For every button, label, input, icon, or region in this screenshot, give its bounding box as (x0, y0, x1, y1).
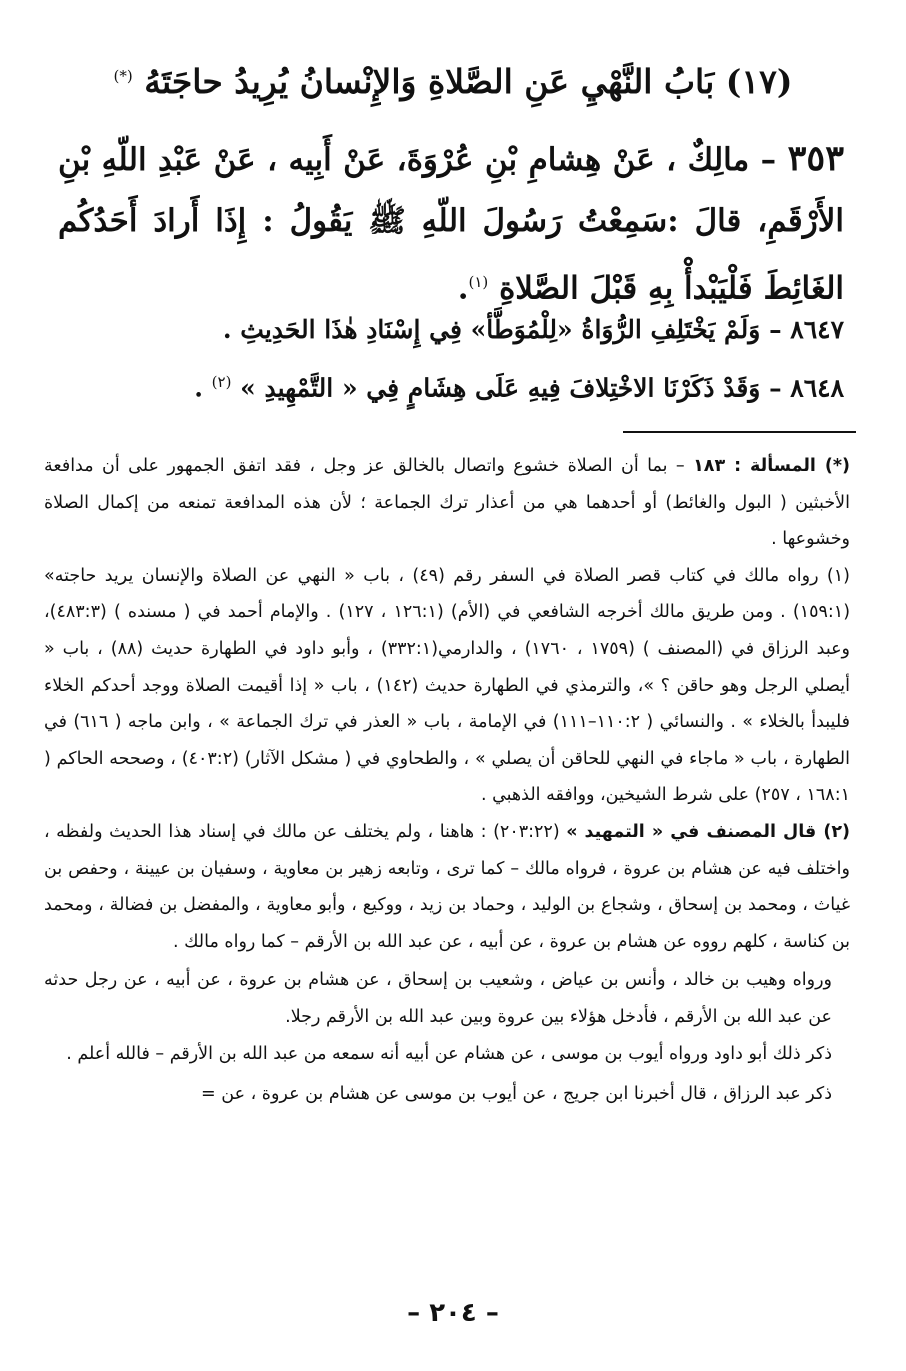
footnote-2 (44, 814, 850, 960)
footnote-star-label: (*) المسألة : ١٨٣ (693, 456, 850, 476)
chapter-footnote-marker: (*) (113, 67, 133, 85)
footnote-2-text: (٢٠٣:٢٢) : هاهنا ، ولم يختلف عن مالك في إسناد هذا الحديث ولفظه ، واختلف فيه عن هشام بن عروة ، فرواه مالك – كما ترى ، وتابعه زهير بن معاوية ، وسفيان بن عيينة ، وحفص بن غياث ، ومحمد بن إسحاق ، وشجاع بن الوليد ، وحماد بن زيد ، ووكيع ، وأبو معاوية ، والمفضل بن فضالة ، ومحمد بن كناسة ، كلهم رووه عن هشام بن عروة ، عن أبيه ، عن عبد الله بن الأرقم – كما رواه مالك . (44, 821, 850, 952)
chapter-title (40, 54, 866, 104)
page-number: – ٢٠٤ – (407, 1298, 499, 1328)
footnote-star-text: – بما أن الصلاة خشوع واتصال بالخالق عز وجل ، فقد اتفق الجمهور على أن مدافعة الأخبثين ( البول والغائط) أو أحدهما هي من أعذار ترك الجماعة ؛ لأن هذه المدافعة تمنعه من إكمال الصلاة وخشوعها . (44, 456, 850, 550)
hadith-footnote-ref: (١) (468, 273, 489, 291)
commentary-line-8647 (58, 312, 844, 348)
hadith-dash: – (760, 142, 777, 178)
footnote-1 (44, 558, 850, 814)
hadith-text: مالِكٌ ، عَنْ هِشامِ بْنِ عُرْوَةَ، عَنْ أَبِيه ، عَنْ عَبْدِ اللّهِ بْنِ الأَرْقَمِ، قالَ :سَمِعْتُ رَسُولَ اللّهِ ﷺ يَقُولُ : إِذَا أَرادَ أَحَدُكُم الغَائِطَ فَلْيَبْدأْ بِهِ قَبْلَ الصَّلاةِ (58, 142, 844, 307)
footnote-2-continuation-2: ذكر ذلك أبو داود ورواه أيوب بن موسى ، عن هشام عن أبيه أنه سمعه من عبد الله بن الأرقم – فالله أعلم . (66, 1043, 832, 1064)
footnote-2-continuation-1: ورواه وهيب بن خالد ، وأنس بن عياض ، وشعيب بن إسحاق ، عن هشام بن عروة ، عن أبيه ، عن رجل حدثه عن عبد الله بن الأرقم ، فأدخل هؤلاء بين عروة وبين عبد الله بن الأرقم رجلا. (44, 970, 832, 1027)
commentary-text: ٨٦٤٨ – وَقَدْ ذَكَرْنَا الاخْتِلافَ فِيهِ عَلَى هِشَامٍ فِي « التَّمْهِيدِ » (240, 373, 844, 403)
footnote-2-label: (٢) قال المصنف في « التمهيد » (566, 821, 850, 842)
footnote-1-text: (١) رواه مالك في كتاب قصر الصلاة في السفر رقم (٤٩) ، باب « النهي عن الصلاة والإنسان يريد حاجته» (١٥٩:١) . ومن طريق مالك أخرجه الشافعي في (الأم) (١٢٦:١ ، ١٢٧) . والإمام أحمد في ( مسنده ) (٤٨٣:٣)، وعبد الرزاق في (المصنف ) (١٧٥٩ ، ١٧٦٠) ، والدارمي(٣٣٢:١) ، وأبو داود في الطهارة حديث (٨٨) ، باب « أيصلي الرجل وهو حاقن ؟ »، والترمذي في الطهارة حديث (١٤٢) ، باب « إذا أقيمت الصلاة ووجد أحدكم الخلاء فليبدأ بالخلاء » . والنسائي ( ١١٠:٢–١١١) في الإمامة ، باب « العذر في ترك الجماعة » ، وابن ماجه ( ٦١٦) في الطهارة ، باب « ماجاء في النهي للحاقن أن يصلي » ، والطحاوي في ( مشكل الآثار) (٤٠٣:٢) ، وصححه الحاكم ( ١٦٨:١ ، ٢٥٧) على شرط الشيخين، ووافقه الذهبي . (44, 565, 851, 806)
chapter-title-text: (١٧) بَابُ النَّهْيِ عَنِ الصَّلاةِ وَالإِنْسانُ يُرِيدُ حاجَتَهُ (144, 62, 793, 101)
hadith-number: ٣٥٣ (787, 138, 845, 179)
footnotes-section (44, 448, 850, 1113)
commentary-footnote-ref: (٢) (211, 373, 232, 391)
commentary-end: . (194, 373, 212, 403)
hadith-paragraph (58, 128, 844, 319)
commentary-line-8648 (58, 364, 844, 406)
footnote-star (44, 448, 850, 558)
footnote-separator (623, 431, 856, 433)
footnote-2-continuation-3: ذكر عبد الرزاق ، قال أخبرنا ابن جريج ، عن أيوب بن موسى عن هشام بن عروة ، عن = (201, 1084, 832, 1105)
commentary-text: ٨٦٤٧ – وَلَمْ يَخْتَلِفِ الرُّوَاةُ «لِلْمُوَطَّأ» فِي إِسْنَادِ هٰذَا الحَدِيثِ . (222, 315, 844, 344)
hadith-end: . (457, 270, 469, 307)
